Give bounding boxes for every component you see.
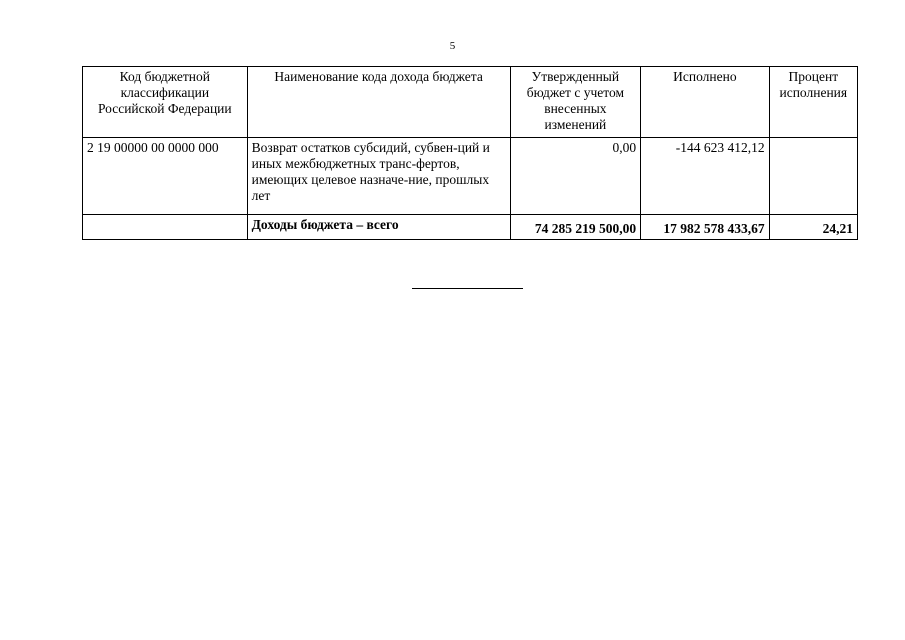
header-executed: Исполнено (641, 67, 769, 138)
total-executed: 17 982 578 433,67 (641, 215, 769, 240)
cell-executed: -144 623 412,12 (641, 138, 769, 215)
header-name: Наименование кода дохода бюджета (247, 67, 510, 138)
closing-line (412, 288, 523, 289)
header-code: Код бюджетной классификации Российской Федерации (83, 67, 248, 138)
total-percent: 24,21 (769, 215, 857, 240)
total-name: Доходы бюджета – всего (247, 215, 510, 240)
table-total-row (83, 215, 858, 240)
header-percent: Процент исполнения (769, 67, 857, 138)
table-row (83, 138, 858, 215)
budget-table (82, 66, 858, 240)
total-approved: 74 285 219 500,00 (510, 215, 641, 240)
table-header-row (83, 67, 858, 138)
cell-percent (769, 138, 857, 215)
header-approved: Утвержденный бюджет с учетом внесенных изменений (510, 67, 641, 138)
total-code (83, 215, 248, 240)
page-number: 5 (449, 40, 456, 52)
cell-name: Возврат остатков субсидий, субвен-ций и иных межбюджетных транс-фертов, имеющих целевое назначе-ние, прошлых лет (247, 138, 510, 215)
cell-approved: 0,00 (510, 138, 641, 215)
cell-code: 2 19 00000 00 0000 000 (83, 138, 248, 215)
